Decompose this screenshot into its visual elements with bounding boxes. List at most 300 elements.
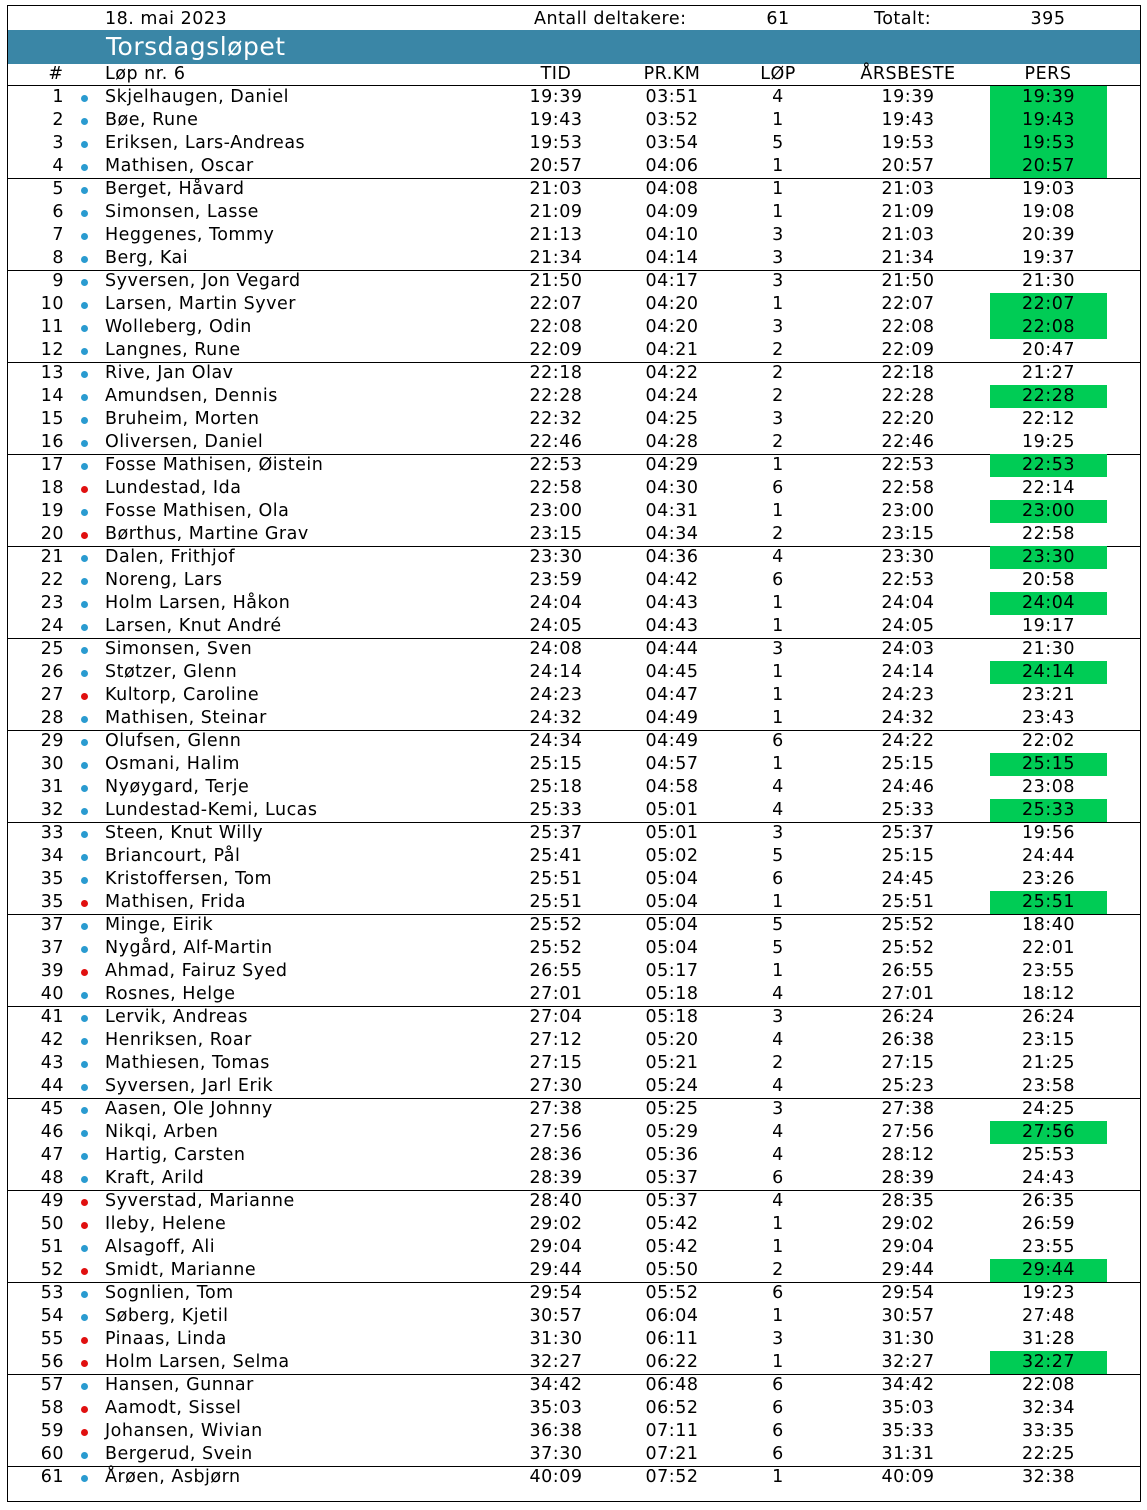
rank-cell: 10 — [40, 294, 64, 314]
runs-cell: 6 — [772, 1421, 784, 1441]
season-best-cell: 21:34 — [881, 248, 935, 268]
name-cell: Sognlien, Tom — [105, 1283, 234, 1303]
name-cell: Fosse Mathisen, Ola — [105, 501, 290, 521]
time-cell: 23:00 — [529, 501, 583, 521]
rank-cell: 41 — [40, 1007, 64, 1027]
season-best-cell: 25:52 — [881, 938, 935, 958]
personal-best-cell: 23:08 — [1022, 777, 1075, 797]
rank-cell: 11 — [40, 317, 64, 337]
personal-best-cell: 18:40 — [1022, 915, 1075, 935]
rank-cell: 47 — [40, 1145, 64, 1165]
runs-cell: 3 — [772, 823, 784, 843]
time-cell: 25:33 — [529, 800, 583, 820]
season-best-cell: 27:15 — [881, 1053, 935, 1073]
name-cell: Børthus, Martine Grav — [105, 524, 309, 544]
pace-cell: 05:24 — [645, 1076, 699, 1096]
rank-cell: 6 — [52, 202, 64, 222]
rank-cell: 35 — [40, 892, 64, 912]
name-cell: Simonsen, Lasse — [105, 202, 259, 222]
season-best-cell: 23:00 — [881, 501, 935, 521]
personal-best-cell: 32:27 — [1022, 1352, 1075, 1372]
male-dot-icon — [81, 1153, 88, 1160]
female-dot-icon — [81, 532, 88, 539]
name-cell: Holm Larsen, Håkon — [105, 593, 291, 613]
pace-cell: 05:02 — [645, 846, 699, 866]
pace-cell: 05:17 — [645, 961, 699, 981]
time-cell: 27:01 — [529, 984, 583, 1004]
personal-best-cell: 33:35 — [1022, 1421, 1075, 1441]
personal-best-cell: 19:25 — [1022, 432, 1075, 452]
runs-cell: 1 — [772, 1237, 784, 1257]
male-dot-icon — [81, 739, 88, 746]
rank-cell: 27 — [40, 685, 64, 705]
name-cell: Langnes, Rune — [105, 340, 241, 360]
male-dot-icon — [81, 1291, 88, 1298]
rank-cell: 37 — [40, 938, 64, 958]
male-dot-icon — [81, 210, 88, 217]
male-dot-icon — [81, 923, 88, 930]
name-cell: Kristoffersen, Tom — [105, 869, 273, 889]
pace-cell: 04:57 — [645, 754, 699, 774]
personal-best-cell: 20:39 — [1022, 225, 1075, 245]
personal-best-cell: 21:30 — [1022, 271, 1075, 291]
name-cell: Mathisen, Frida — [105, 892, 246, 912]
time-cell: 21:03 — [529, 179, 583, 199]
runs-cell: 6 — [772, 731, 784, 751]
pace-cell: 04:31 — [645, 501, 699, 521]
rank-cell: 49 — [40, 1191, 64, 1211]
male-dot-icon — [81, 946, 88, 953]
name-cell: Smidt, Marianne — [105, 1260, 257, 1280]
rank-cell: 44 — [40, 1076, 64, 1096]
col-header-pace: PR.KM — [643, 64, 701, 84]
time-cell: 22:32 — [529, 409, 583, 429]
pace-cell: 04:49 — [645, 731, 699, 751]
col-header-personal-best: PERS — [1024, 64, 1072, 84]
name-cell: Syversen, Jarl Erik — [105, 1076, 274, 1096]
runs-cell: 4 — [772, 1191, 784, 1211]
male-dot-icon — [81, 1383, 88, 1390]
pace-cell: 05:20 — [645, 1030, 699, 1050]
rank-cell: 59 — [40, 1421, 64, 1441]
male-dot-icon — [81, 601, 88, 608]
name-cell: Pinaas, Linda — [105, 1329, 227, 1349]
name-cell: Johansen, Wivian — [105, 1421, 263, 1441]
rank-cell: 12 — [40, 340, 64, 360]
rank-cell: 31 — [40, 777, 64, 797]
rank-cell: 55 — [40, 1329, 64, 1349]
time-cell: 19:53 — [529, 133, 583, 153]
pace-cell: 04:24 — [645, 386, 699, 406]
rank-cell: 4 — [52, 156, 64, 176]
season-best-cell: 22:46 — [881, 432, 935, 452]
male-dot-icon — [81, 785, 88, 792]
time-cell: 32:27 — [529, 1352, 583, 1372]
personal-best-cell: 22:12 — [1022, 409, 1075, 429]
name-cell: Aamodt, Sissel — [105, 1398, 242, 1418]
time-cell: 24:05 — [529, 616, 583, 636]
runs-cell: 4 — [772, 1076, 784, 1096]
time-cell: 25:52 — [529, 915, 583, 935]
runs-cell: 1 — [772, 294, 784, 314]
time-cell: 24:04 — [529, 593, 583, 613]
name-cell: Heggenes, Tommy — [105, 225, 275, 245]
pace-cell: 06:52 — [645, 1398, 699, 1418]
participants-count: 61 — [766, 9, 790, 29]
pace-cell: 05:01 — [645, 823, 699, 843]
female-dot-icon — [81, 1360, 88, 1367]
season-best-cell: 25:23 — [881, 1076, 935, 1096]
rank-cell: 58 — [40, 1398, 64, 1418]
runs-cell: 5 — [772, 846, 784, 866]
col-header-race: Løp nr. 6 — [105, 64, 186, 84]
rank-cell: 21 — [40, 547, 64, 567]
male-dot-icon — [81, 1176, 88, 1183]
name-cell: Osmani, Halim — [105, 754, 240, 774]
time-cell: 25:15 — [529, 754, 583, 774]
female-dot-icon — [81, 900, 88, 907]
rank-cell: 19 — [40, 501, 64, 521]
season-best-cell: 22:28 — [881, 386, 935, 406]
time-cell: 25:51 — [529, 892, 583, 912]
time-cell: 28:36 — [529, 1145, 583, 1165]
season-best-cell: 35:33 — [881, 1421, 935, 1441]
runs-cell: 1 — [772, 1306, 784, 1326]
rank-cell: 24 — [40, 616, 64, 636]
season-best-cell: 19:39 — [881, 87, 935, 107]
runs-cell: 3 — [772, 1099, 784, 1119]
time-cell: 40:09 — [529, 1467, 583, 1487]
male-dot-icon — [81, 141, 88, 148]
season-best-cell: 32:27 — [881, 1352, 935, 1372]
runs-cell: 2 — [772, 363, 784, 383]
pace-cell: 06:22 — [645, 1352, 699, 1372]
personal-best-cell: 19:37 — [1022, 248, 1075, 268]
rank-cell: 45 — [40, 1099, 64, 1119]
male-dot-icon — [81, 1475, 88, 1482]
rank-cell: 61 — [40, 1467, 64, 1487]
time-cell: 29:04 — [529, 1237, 583, 1257]
personal-best-cell: 23:15 — [1022, 1030, 1075, 1050]
runs-cell: 1 — [772, 593, 784, 613]
male-dot-icon — [81, 877, 88, 884]
runs-cell: 3 — [772, 639, 784, 659]
personal-best-cell: 27:48 — [1022, 1306, 1075, 1326]
runs-cell: 3 — [772, 248, 784, 268]
season-best-cell: 25:51 — [881, 892, 935, 912]
personal-best-cell: 25:53 — [1022, 1145, 1075, 1165]
total-label: Totalt: — [874, 9, 932, 29]
season-best-cell: 21:09 — [881, 202, 935, 222]
personal-best-cell: 19:08 — [1022, 202, 1075, 222]
personal-best-cell: 19:17 — [1022, 616, 1075, 636]
male-dot-icon — [81, 1130, 88, 1137]
time-cell: 22:28 — [529, 386, 583, 406]
personal-best-cell: 24:44 — [1022, 846, 1075, 866]
pace-cell: 04:28 — [645, 432, 699, 452]
pace-cell: 03:52 — [645, 110, 699, 130]
female-dot-icon — [81, 1429, 88, 1436]
rank-cell: 28 — [40, 708, 64, 728]
rank-cell: 37 — [40, 915, 64, 935]
personal-best-cell: 20:57 — [1022, 156, 1075, 176]
col-header-runs: LØP — [760, 64, 796, 84]
participants-label: Antall deltakere: — [534, 9, 687, 29]
runs-cell: 1 — [772, 754, 784, 774]
time-cell: 21:34 — [529, 248, 583, 268]
season-best-cell: 22:08 — [881, 317, 935, 337]
time-cell: 25:18 — [529, 777, 583, 797]
season-best-cell: 24:46 — [881, 777, 935, 797]
pace-cell: 04:44 — [645, 639, 699, 659]
season-best-cell: 23:15 — [881, 524, 935, 544]
name-cell: Henriksen, Roar — [105, 1030, 252, 1050]
name-cell: Rive, Jan Olav — [105, 363, 234, 383]
season-best-cell: 24:22 — [881, 731, 935, 751]
pace-cell: 04:43 — [645, 593, 699, 613]
pace-cell: 04:47 — [645, 685, 699, 705]
personal-best-cell: 22:14 — [1022, 478, 1075, 498]
rank-cell: 26 — [40, 662, 64, 682]
runs-cell: 2 — [772, 1260, 784, 1280]
name-cell: Dalen, Frithjof — [105, 547, 236, 567]
name-cell: Oliversen, Daniel — [105, 432, 264, 452]
name-cell: Rosnes, Helge — [105, 984, 236, 1004]
pace-cell: 05:21 — [645, 1053, 699, 1073]
runs-cell: 4 — [772, 984, 784, 1004]
runs-cell: 1 — [772, 961, 784, 981]
runs-cell: 6 — [772, 869, 784, 889]
time-cell: 21:13 — [529, 225, 583, 245]
name-cell: Minge, Eirik — [105, 915, 214, 935]
time-cell: 21:50 — [529, 271, 583, 291]
pace-cell: 04:17 — [645, 271, 699, 291]
personal-best-cell: 23:21 — [1022, 685, 1075, 705]
pace-cell: 04:08 — [645, 179, 699, 199]
name-cell: Lervik, Andreas — [105, 1007, 248, 1027]
runs-cell: 6 — [772, 1168, 784, 1188]
time-cell: 22:18 — [529, 363, 583, 383]
pace-cell: 05:01 — [645, 800, 699, 820]
male-dot-icon — [81, 647, 88, 654]
pace-cell: 04:30 — [645, 478, 699, 498]
time-cell: 22:07 — [529, 294, 583, 314]
personal-best-cell: 24:25 — [1022, 1099, 1075, 1119]
time-cell: 23:59 — [529, 570, 583, 590]
season-best-cell: 29:04 — [881, 1237, 935, 1257]
name-cell: Mathisen, Steinar — [105, 708, 267, 728]
male-dot-icon — [81, 118, 88, 125]
time-cell: 35:03 — [529, 1398, 583, 1418]
personal-best-cell: 31:28 — [1022, 1329, 1075, 1349]
personal-best-cell: 22:02 — [1022, 731, 1075, 751]
male-dot-icon — [81, 624, 88, 631]
personal-best-cell: 23:30 — [1022, 547, 1075, 567]
season-best-cell: 22:18 — [881, 363, 935, 383]
rank-cell: 14 — [40, 386, 64, 406]
rank-cell: 7 — [52, 225, 64, 245]
pace-cell: 03:54 — [645, 133, 699, 153]
rank-cell: 1 — [52, 87, 64, 107]
name-cell: Kultorp, Caroline — [105, 685, 260, 705]
pace-cell: 04:14 — [645, 248, 699, 268]
time-cell: 28:40 — [529, 1191, 583, 1211]
name-cell: Lundestad-Kemi, Lucas — [105, 800, 318, 820]
runs-cell: 1 — [772, 892, 784, 912]
runs-cell: 5 — [772, 915, 784, 935]
pace-cell: 05:37 — [645, 1168, 699, 1188]
time-cell: 30:57 — [529, 1306, 583, 1326]
name-cell: Steen, Knut Willy — [105, 823, 264, 843]
name-cell: Wolleberg, Odin — [105, 317, 252, 337]
personal-best-cell: 27:56 — [1022, 1122, 1075, 1142]
pace-cell: 06:04 — [645, 1306, 699, 1326]
season-best-cell: 29:54 — [881, 1283, 935, 1303]
rank-cell: 9 — [52, 271, 64, 291]
time-cell: 27:04 — [529, 1007, 583, 1027]
male-dot-icon — [81, 1084, 88, 1091]
personal-best-cell: 19:03 — [1022, 179, 1075, 199]
name-cell: Nikqi, Arben — [105, 1122, 219, 1142]
time-cell: 25:52 — [529, 938, 583, 958]
runs-cell: 4 — [772, 1122, 784, 1142]
time-cell: 27:12 — [529, 1030, 583, 1050]
time-cell: 27:38 — [529, 1099, 583, 1119]
personal-best-cell: 26:35 — [1022, 1191, 1075, 1211]
name-cell: Larsen, Martin Syver — [105, 294, 296, 314]
pace-cell: 04:25 — [645, 409, 699, 429]
runs-cell: 1 — [772, 685, 784, 705]
rank-cell: 22 — [40, 570, 64, 590]
runs-cell: 2 — [772, 386, 784, 406]
personal-best-cell: 23:43 — [1022, 708, 1075, 728]
runs-cell: 3 — [772, 317, 784, 337]
runs-cell: 1 — [772, 202, 784, 222]
personal-best-cell: 29:44 — [1022, 1260, 1075, 1280]
female-dot-icon — [81, 1222, 88, 1229]
runs-cell: 1 — [772, 616, 784, 636]
runs-cell: 6 — [772, 1283, 784, 1303]
female-dot-icon — [81, 1199, 88, 1206]
name-cell: Ahmad, Fairuz Syed — [105, 961, 288, 981]
female-dot-icon — [81, 486, 88, 493]
personal-best-cell: 24:14 — [1022, 662, 1075, 682]
season-best-cell: 24:05 — [881, 616, 935, 636]
name-cell: Amundsen, Dennis — [105, 386, 278, 406]
male-dot-icon — [81, 578, 88, 585]
runs-cell: 1 — [772, 110, 784, 130]
runs-cell: 1 — [772, 1467, 784, 1487]
pace-cell: 04:20 — [645, 317, 699, 337]
pace-cell: 06:11 — [645, 1329, 699, 1349]
name-cell: Eriksen, Lars-Andreas — [105, 133, 306, 153]
season-best-cell: 25:52 — [881, 915, 935, 935]
runs-cell: 4 — [772, 777, 784, 797]
time-cell: 27:56 — [529, 1122, 583, 1142]
name-cell: Larsen, Knut André — [105, 616, 282, 636]
time-cell: 29:54 — [529, 1283, 583, 1303]
male-dot-icon — [81, 509, 88, 516]
season-best-cell: 34:42 — [881, 1375, 935, 1395]
personal-best-cell: 26:59 — [1022, 1214, 1075, 1234]
rank-cell: 25 — [40, 639, 64, 659]
time-cell: 24:34 — [529, 731, 583, 751]
rank-cell: 34 — [40, 846, 64, 866]
male-dot-icon — [81, 1245, 88, 1252]
male-dot-icon — [81, 716, 88, 723]
season-best-cell: 24:04 — [881, 593, 935, 613]
runs-cell: 1 — [772, 179, 784, 199]
time-cell: 37:30 — [529, 1444, 583, 1464]
rank-cell: 15 — [40, 409, 64, 429]
pace-cell: 04:29 — [645, 455, 699, 475]
male-dot-icon — [81, 348, 88, 355]
personal-best-cell: 22:25 — [1022, 1444, 1075, 1464]
personal-best-cell: 23:58 — [1022, 1076, 1075, 1096]
personal-best-cell: 25:15 — [1022, 754, 1075, 774]
name-cell: Nyøygard, Terje — [105, 777, 250, 797]
rank-cell: 23 — [40, 593, 64, 613]
rank-cell: 16 — [40, 432, 64, 452]
name-cell: Søberg, Kjetil — [105, 1306, 229, 1326]
pace-cell: 04:45 — [645, 662, 699, 682]
personal-best-cell: 26:24 — [1022, 1007, 1075, 1027]
male-dot-icon — [81, 1452, 88, 1459]
rank-cell: 5 — [52, 179, 64, 199]
name-cell: Mathiesen, Tomas — [105, 1053, 270, 1073]
time-cell: 25:37 — [529, 823, 583, 843]
personal-best-cell: 19:39 — [1022, 87, 1075, 107]
male-dot-icon — [81, 440, 88, 447]
male-dot-icon — [81, 325, 88, 332]
runs-cell: 1 — [772, 455, 784, 475]
col-header-rank: # — [48, 64, 64, 84]
time-cell: 34:42 — [529, 1375, 583, 1395]
rank-cell: 17 — [40, 455, 64, 475]
season-best-cell: 25:15 — [881, 846, 935, 866]
season-best-cell: 21:03 — [881, 179, 935, 199]
time-cell: 22:08 — [529, 317, 583, 337]
personal-best-cell: 22:08 — [1022, 317, 1075, 337]
name-cell: Noreng, Lars — [105, 570, 223, 590]
pace-cell: 04:43 — [645, 616, 699, 636]
season-best-cell: 19:43 — [881, 110, 935, 130]
title-banner — [8, 30, 1140, 64]
name-cell: Holm Larsen, Selma — [105, 1352, 290, 1372]
female-dot-icon — [81, 1337, 88, 1344]
rank-cell: 33 — [40, 823, 64, 843]
pace-cell: 05:04 — [645, 892, 699, 912]
name-cell: Ileby, Helene — [105, 1214, 227, 1234]
personal-best-cell: 19:23 — [1022, 1283, 1075, 1303]
rank-cell: 50 — [40, 1214, 64, 1234]
pace-cell: 07:52 — [645, 1467, 699, 1487]
male-dot-icon — [81, 463, 88, 470]
pace-cell: 04:10 — [645, 225, 699, 245]
time-cell: 25:51 — [529, 869, 583, 889]
female-dot-icon — [81, 693, 88, 700]
personal-best-cell: 21:27 — [1022, 363, 1075, 383]
personal-best-cell: 25:51 — [1022, 892, 1075, 912]
male-dot-icon — [81, 233, 88, 240]
runs-cell: 2 — [772, 340, 784, 360]
season-best-cell: 27:01 — [881, 984, 935, 1004]
personal-best-cell: 22:01 — [1022, 938, 1075, 958]
season-best-cell: 27:56 — [881, 1122, 935, 1142]
runs-cell: 1 — [772, 1214, 784, 1234]
season-best-cell: 26:24 — [881, 1007, 935, 1027]
name-cell: Briancourt, Pål — [105, 846, 241, 866]
